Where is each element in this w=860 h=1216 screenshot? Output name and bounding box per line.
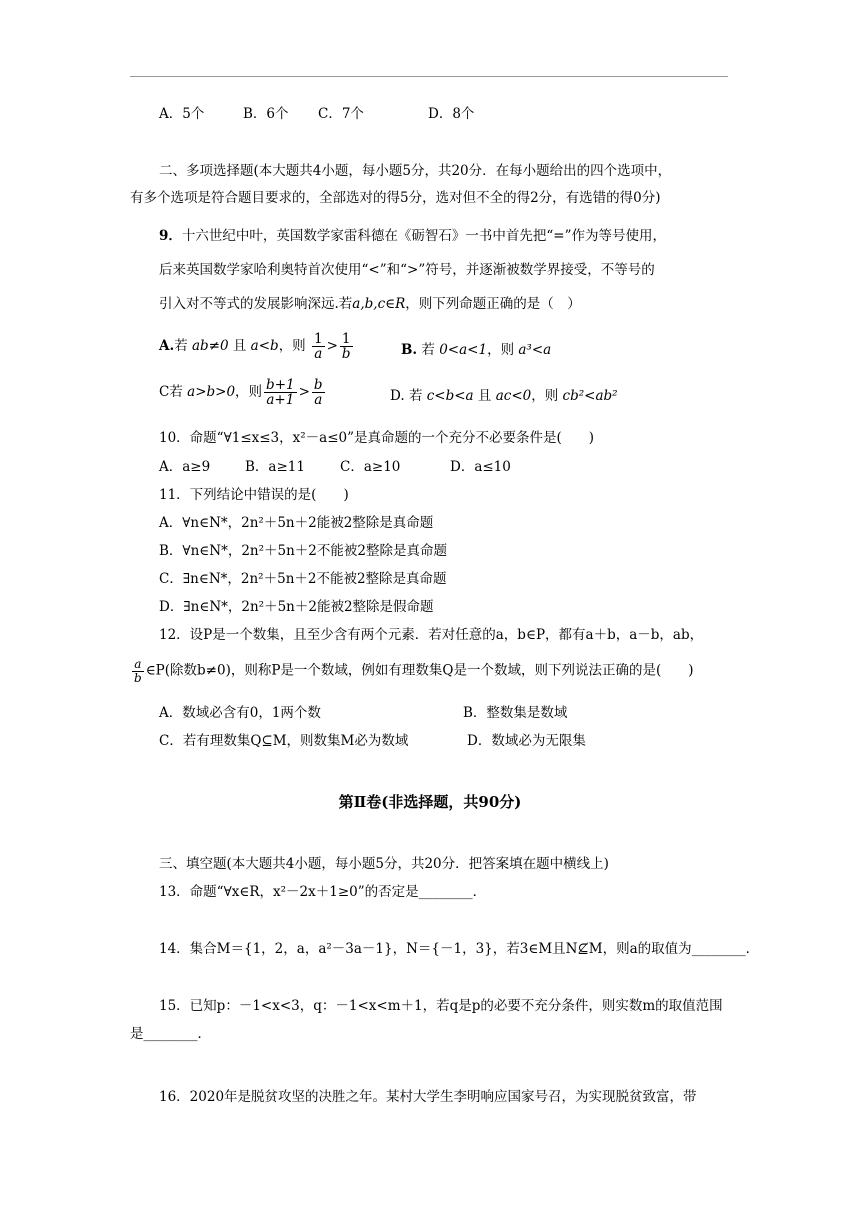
q9-option-b-label: B. xyxy=(401,342,418,358)
q9-option-d-then: ，则 xyxy=(531,388,563,404)
q9-option-c-gt: > xyxy=(298,384,310,401)
q11-stem: 11．下列结论中错误的是( ) xyxy=(159,487,349,503)
q13: 13．命题“∀x∈R，x²－2x＋1≥0”的否定是________． xyxy=(159,884,487,900)
q9-option-a-cond1: ab≠0 xyxy=(191,338,229,355)
q15-line2: 是________． xyxy=(130,1026,211,1042)
q16-line1: 16．2020年是脱贫攻坚的决胜之年。某村大学生李明响应国家号召，为实现脱贫致富，带 xyxy=(159,1089,697,1105)
q9-option-a-pre: 若 xyxy=(174,338,192,355)
q9-number: 9． xyxy=(159,228,182,244)
q9-option-b xyxy=(401,342,551,358)
section3-header: 三、填空题(本大题共4小题，每小题5分，共20分．把答案填在题中横线上) xyxy=(159,856,609,872)
q12-option-d: D．数域必为无限集 xyxy=(467,733,586,749)
q9-option-c-pre: 若 xyxy=(169,384,188,401)
q9-option-d-label: D. xyxy=(390,388,405,404)
q9-option-d-cond2: ac<0 xyxy=(495,388,532,404)
q9-option-c xyxy=(159,378,327,407)
q10-stem: 10．命题“∀1≤x≤3，x²－a≤0”是真命题的一个充分不必要条件是( ) xyxy=(159,430,595,446)
q9-option-b-then: ，则 xyxy=(487,342,519,358)
q9-option-d-cond1: c<b<a xyxy=(426,388,474,404)
q9-option-b-cond: 0<a<1 xyxy=(439,342,488,358)
q8-option-a: A．5个 xyxy=(159,106,205,122)
q9-option-a-gt: > xyxy=(326,338,338,355)
q9-line3-a: 引入对不等式的发展影响深远.若 xyxy=(159,296,353,312)
q9-option-a-cond2: a<b xyxy=(250,338,279,355)
q9-option-c-then: ，则 xyxy=(235,384,263,401)
q9-option-a-frac2 xyxy=(340,332,353,361)
q11-option-d: D．∃n∈N*，2n²＋5n＋2能被2整除是假命题 xyxy=(159,599,434,615)
q12-line1: 12．设P是一个数集，且至少含有两个元素．若对任意的a，b∈P，都有a＋b，a－b，ab， xyxy=(159,627,704,643)
q9-option-c-label: C xyxy=(159,384,170,401)
q10-option-b: B．a≥11 xyxy=(245,459,305,475)
q9-line1 xyxy=(159,228,666,244)
q9-option-d-pre: 若 xyxy=(408,388,427,404)
q9-option-d-mid: 且 xyxy=(473,388,496,404)
q10-option-a: A．a≥9 xyxy=(159,459,211,475)
q9-option-d-result: cb²<ab² xyxy=(562,388,618,404)
header-rule xyxy=(130,76,728,77)
frac-denominator: b xyxy=(134,670,142,685)
q12-line2 xyxy=(130,658,694,684)
q12-fraction xyxy=(132,658,144,684)
frac-denominator: a xyxy=(314,346,323,363)
q9-line2: 后来英国数学家哈利奥特首次使用“<”和“>”符号，并逐渐被数学界接受，不等号的 xyxy=(159,262,655,278)
frac-numerator: b+1 xyxy=(266,377,295,393)
q9-line3-b: ，则下列命题正确的是（ ） xyxy=(405,296,581,312)
q8-option-c: C．7个 xyxy=(318,106,364,122)
q9-line3-math: a,b,c∈R xyxy=(352,296,406,312)
frac-denominator: a xyxy=(314,392,323,409)
q15-line1: 15．已知p：－1<x<3，q：－1<x<m＋1，若q是p的必要不充分条件，则实数m的取值范围 xyxy=(159,998,723,1014)
q9-text1: 十六世纪中叶，英国数学家雷科德在《砺智石》一书中首先把“=”作为等号使用， xyxy=(181,228,667,244)
q9-option-a-label: A. xyxy=(159,338,175,355)
frac-numerator: a xyxy=(132,658,144,672)
q9-option-c-frac1 xyxy=(264,378,297,407)
q8-option-b: B．6个 xyxy=(243,106,289,122)
frac-numerator: 1 xyxy=(340,332,353,347)
part2-title: 第Ⅱ卷(非选择题，共90分) xyxy=(338,793,522,811)
q9-option-a-then: ，则 xyxy=(278,338,310,355)
q9-option-a xyxy=(159,332,355,361)
section2-header-line1: 二、多项选择题(本大题共4小题，每小题5分，共20分．在每小题给出的四个选项中， xyxy=(159,163,672,179)
q10-option-c: C．a≥10 xyxy=(340,459,401,475)
q9-option-c-cond: a>b>0 xyxy=(187,384,236,401)
frac-numerator: b xyxy=(313,377,323,393)
frac-denominator: a+1 xyxy=(266,392,295,409)
q9-option-a-mid: 且 xyxy=(228,338,251,355)
q12-option-a: A．数域必含有0，1两个数 xyxy=(159,705,321,721)
q12-option-b: B．整数集是数域 xyxy=(463,705,568,721)
frac-numerator: 1 xyxy=(313,331,323,347)
q12-option-c: C．若有理数集Q⊆M，则数集M必为数域 xyxy=(159,733,409,749)
section2-header-line2: 有多个选项是符合题目要求的，全部选对的得5分，选对但不全的得2分，有选错的得0分) xyxy=(130,190,661,206)
q9-option-a-frac1 xyxy=(312,332,325,361)
q11-option-b: B．∀n∈N*，2n²＋5n＋2不能被2整除是真命题 xyxy=(159,543,447,559)
q11-option-c: C．∃n∈N*，2n²＋5n＋2不能被2整除是真命题 xyxy=(159,571,447,587)
q11-option-a: A．∀n∈N*，2n²＋5n＋2能被2整除是真命题 xyxy=(159,515,434,531)
q9-option-d xyxy=(390,388,618,404)
q10-option-d: D．a≤10 xyxy=(450,459,511,475)
q9-option-c-frac2 xyxy=(312,378,325,407)
q9-line3 xyxy=(159,296,581,312)
q14: 14．集合M＝{1，2，a，a²－3a－1}，N＝{－1，3}，若3∈M且N⊈M，则a的取值为________． xyxy=(159,941,760,957)
q8-option-d: D．8个 xyxy=(428,106,475,122)
frac-denominator: b xyxy=(341,346,351,363)
q12-line2-text: ∈P(除数b≠0)，则称P是一个数域，例如有理数集Q是一个数域，则下列说法正确的是( ) xyxy=(145,662,694,679)
q9-option-b-pre: 若 xyxy=(421,342,440,358)
q9-option-b-result: a³<a xyxy=(518,342,552,358)
